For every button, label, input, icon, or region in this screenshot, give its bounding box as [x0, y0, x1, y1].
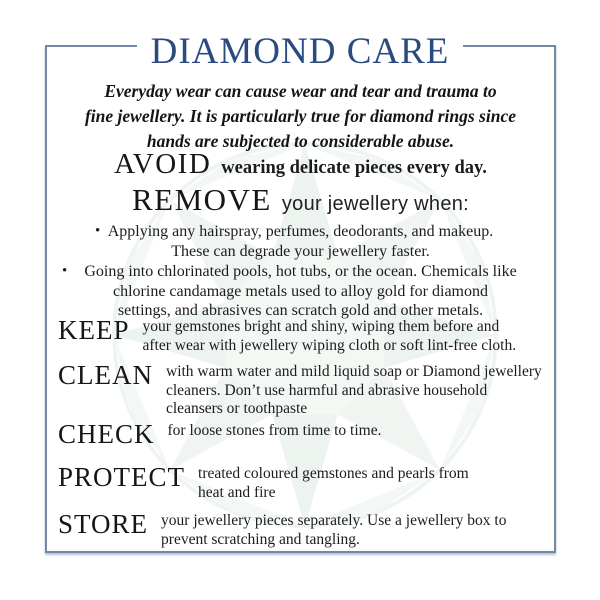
page-title-text: DIAMOND CARE [137, 31, 464, 72]
avoid-text: wearing delicate pieces every day. [221, 158, 487, 178]
page-title [0, 33, 600, 70]
text-line: Everyday wear can cause wear and tear and trauma to [104, 81, 497, 101]
text-line: Applying any hairspray, perfumes, deodorants, and makeup. [107, 223, 494, 240]
text-line: after wear with jewellery wiping cloth or soft lint-free cloth. [142, 336, 517, 354]
check-row [58, 421, 552, 448]
protect-row [58, 464, 552, 502]
remove-row [45, 184, 556, 216]
keep-text [143, 317, 517, 355]
bullet-dot-icon: • [62, 263, 68, 279]
text-line: your jewellery pieces separately. Use a jewellery box to [161, 512, 507, 529]
text-line: cleaners. Don’t use harmful and abrasive household [166, 381, 488, 399]
remove-bullet-item [45, 222, 556, 261]
intro-paragraph [45, 79, 556, 154]
protect-text [198, 464, 469, 502]
text-line: your gemstones bright and shiny, wiping them before and [142, 318, 500, 335]
store-row [58, 511, 552, 549]
text-line: treated coloured gemstones and pearls from [198, 465, 469, 482]
bullet-text [45, 222, 556, 261]
text-line: These can degrade your jewellery faster. [171, 242, 430, 260]
protect-keyword: PROTECT [58, 462, 186, 492]
clean-text [166, 362, 542, 419]
text-line: Going into chlorinated pools, hot tubs, or the ocean. Chemicals like [84, 263, 517, 280]
avoid-keyword: AVOID [114, 148, 212, 180]
keep-keyword: KEEP [58, 315, 130, 345]
remove-text: your jewellery when: [281, 193, 470, 215]
keep-row [58, 317, 552, 355]
check-keyword: CHECK [58, 419, 155, 449]
text-line: prevent scratching and tangling. [161, 530, 360, 548]
bullet-dot-icon: • [95, 223, 101, 239]
text-line: settings, and abrasives can scratch gold and other metals. [117, 302, 484, 319]
check-text [168, 421, 382, 441]
text-line: hands are subjected to considerable abuse. [146, 131, 455, 151]
store-keyword: STORE [58, 509, 149, 539]
text-line: chlorine candamage metals used to alloy gold for diamond [113, 282, 488, 300]
text-line: with warm water and mild liquid soap or Diamond jewellery [166, 363, 542, 380]
remove-bullet-item [45, 262, 556, 321]
clean-row [58, 362, 552, 419]
remove-keyword: REMOVE [131, 182, 272, 217]
text-line: for loose stones from time to time. [167, 422, 382, 439]
clean-keyword: CLEAN [58, 360, 153, 390]
bullet-text [45, 262, 556, 321]
avoid-row [45, 150, 556, 179]
text-line: fine jewellery. It is particularly true for diamond rings since [84, 106, 517, 126]
store-text [161, 511, 506, 549]
text-line: heat and fire [198, 483, 276, 501]
text-line: cleansers or toothpaste [166, 400, 308, 417]
